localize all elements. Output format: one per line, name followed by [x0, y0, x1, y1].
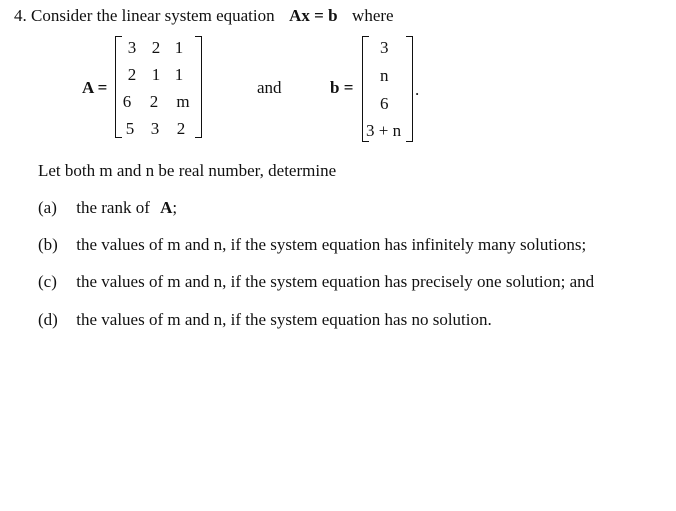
question-item-c — [38, 272, 594, 292]
matrix-a-cell: 6 — [122, 92, 132, 111]
matrix-a-cell: 2 — [151, 38, 161, 57]
matrix-a-cell: 1 — [151, 65, 161, 84]
item-tag: (d) — [38, 310, 58, 329]
matrix-a-cell: 5 — [125, 119, 135, 138]
vector-b-entry: 6 — [380, 94, 389, 113]
matrix-a-cell: 3 — [150, 119, 160, 138]
item-a-prefix: the rank of — [76, 198, 150, 217]
vector-b-period: . — [415, 80, 420, 99]
item-tag: (a) — [38, 198, 57, 217]
matrix-a-cell: 1 — [174, 38, 184, 57]
matrix-a-right-bracket — [195, 36, 202, 138]
item-tag: (c) — [38, 272, 57, 291]
problem-statement: Let both m and n be real number, determine — [38, 161, 337, 180]
system-equation: Ax = b — [289, 6, 338, 25]
matrix-a-cell: 2 — [176, 119, 186, 138]
problem-header — [14, 6, 394, 26]
item-c-text: the values of m and n, if the system equation has precisely one solution; and — [76, 272, 595, 291]
question-item-d — [38, 310, 492, 330]
matrix-a-cell: 2 — [127, 65, 137, 84]
vector-b-label: b = — [330, 78, 354, 97]
problem-number: 4. — [14, 6, 27, 25]
matrix-a-cell: 3 — [127, 38, 137, 57]
matrix-a-cell: 2 — [149, 92, 159, 111]
where-word: where — [352, 6, 394, 25]
vector-b-entry: n — [380, 66, 389, 85]
question-item-b — [38, 235, 586, 255]
matrix-a-cell: 1 — [174, 65, 184, 84]
matrix-a-label: A = — [82, 78, 108, 97]
problem-intro: Consider the linear system equation — [31, 6, 275, 25]
matrix-a-cell: m — [176, 92, 190, 111]
item-d-text: the values of m and n, if the system equation has no solution. — [76, 310, 492, 329]
vector-b-right-bracket — [406, 36, 413, 142]
and-connector: and — [257, 78, 282, 97]
vector-b-entry: 3 + n — [366, 121, 402, 140]
item-a-matrix: A — [160, 198, 173, 217]
vector-b-entry: 3 — [380, 38, 389, 57]
item-tag: (b) — [38, 235, 58, 254]
item-b-text: the values of m and n, if the system equation has infinitely many solutions; — [76, 235, 587, 254]
item-a-suffix: ; — [172, 198, 178, 217]
question-item-a — [38, 198, 177, 218]
